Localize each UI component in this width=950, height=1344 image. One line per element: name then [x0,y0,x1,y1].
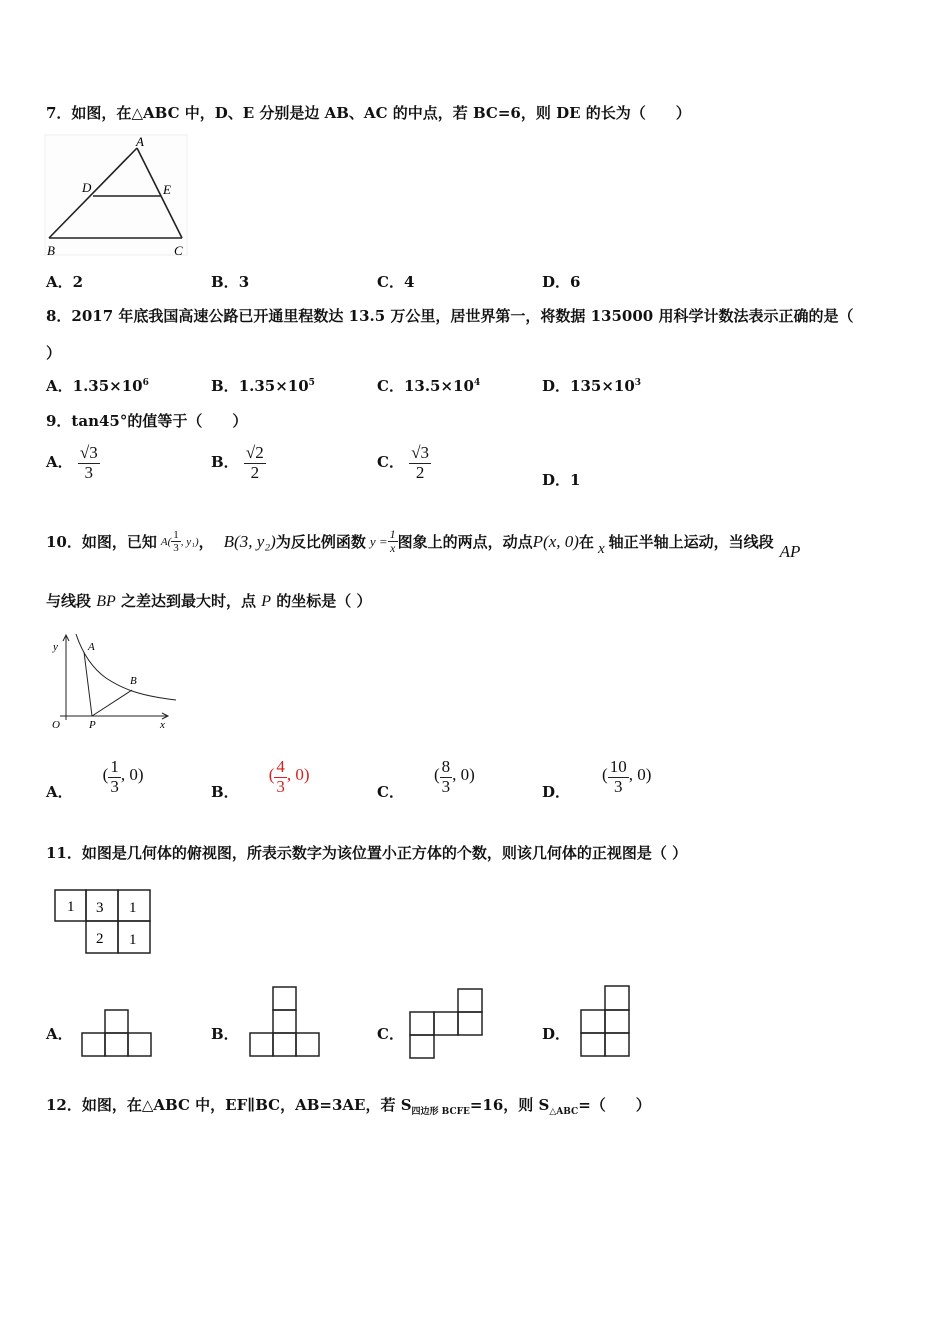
q8-option-d[interactable]: D．$135\times 10^3$ [542,377,642,395]
q9-option-b[interactable]: B． $\frac{√2}{2}$ [211,443,264,482]
hyperbola-figure [46,632,182,732]
fraction: $\frac{√3}{3}$ [79,443,98,482]
q10-option-c[interactable]: C． ( $\frac{8}{3}$ , 0) [377,757,475,801]
question-9-text: 9．tan45°的值等于（ ） [46,412,248,430]
question-10-text: 10．如图，已知 A( $\frac{1}{3}$ , y₁) ， B(3, y₂) 为反比例函数 y = $\frac{1}{x}$ 图象上的两点，动点 P(x, 0) 在 x 轴正半轴上运动，当线段 AP [46,527,801,561]
q8-option-c[interactable]: C．$13.5\times 10^4$ [377,377,481,395]
label-a: A [136,134,144,149]
q10-option-a[interactable]: A． ( $\frac{1}{3}$ , 0) [46,757,144,801]
question-8-text: 8．2017 年底我国高速公路已开通里程数达 13.5 万公里，居世界第一，将数据 135000 用科学计数法表示正确的是（ [46,307,854,325]
q11-option-d[interactable]: D． [542,1025,571,1043]
q9-option-d[interactable]: D．1 [542,471,581,489]
label-x: x [160,719,165,731]
front-view-d[interactable] [579,984,631,1058]
fraction: $\frac{√2}{2}$ [245,443,264,482]
q7-option-c[interactable]: C．4 [377,273,415,291]
question-11-text: 11．如图是几何体的俯视图，所表示数字为该位置小正方体的个数，则该几何体的正视图是（ ） [46,844,688,862]
label-p: P [89,719,96,731]
q8-option-a[interactable]: A．$1.35\times 10^6$ [46,377,149,395]
label-c: C [174,243,183,258]
front-view-b[interactable] [248,986,322,1058]
grid-cell: 1 [129,900,137,916]
label-a: A [88,641,95,653]
grid-cell: 3 [96,900,104,916]
grid-cell: 1 [129,932,137,948]
q7-option-b[interactable]: B．3 [211,273,250,291]
q11-option-a[interactable]: A． [46,1025,73,1043]
q10-option-b[interactable]: B． ( $\frac{4}{3}$ , 0) [211,757,310,801]
q7-option-d[interactable]: D．6 [542,273,581,291]
label-o: O [52,719,60,731]
question-7-text: 7．如图，在△ABC 中，D、E 分别是边 AB、AC 的中点，若 BC=6，则 DE 的长为（ ） [46,104,691,122]
question-10-text-cont: 与线段 BP 之差达到最大时，点 P 的坐标是（ ） [46,592,372,610]
q11-option-c[interactable]: C． [377,1025,404,1043]
triangle-figure [44,134,189,258]
q11-option-b[interactable]: B． [211,1025,239,1043]
question-12-text: 12．如图，在△ABC 中，EF∥BC，AB=3AE，若 $S_{四边形 BCFE}=16$，则 $S_{\triangle ABC}=$（ ） [46,1096,651,1117]
fraction: $\frac{√3}{2}$ [411,443,430,482]
grid-cell: 1 [67,899,75,915]
top-view-grid [54,888,152,956]
q7-option-a[interactable]: A．2 [46,273,84,291]
label-e: E [163,182,171,197]
q10-option-d[interactable]: D． ( $\frac{10}{3}$ , 0) [542,757,652,801]
label-y: y [53,641,58,653]
label-b: B [47,243,55,258]
question-8-text-cont: ） [46,344,62,362]
label-d: D [82,180,92,195]
q8-option-b[interactable]: B．$1.35\times 10^5$ [211,377,315,395]
grid-cell: 2 [96,931,104,947]
label-b: B [130,675,137,687]
q9-option-c[interactable]: C． $\frac{√3}{2}$ [377,443,430,482]
front-view-a[interactable] [80,1008,154,1058]
front-view-c[interactable] [408,988,484,1060]
q9-option-a[interactable]: A． $\frac{√3}{3}$ [46,443,98,482]
